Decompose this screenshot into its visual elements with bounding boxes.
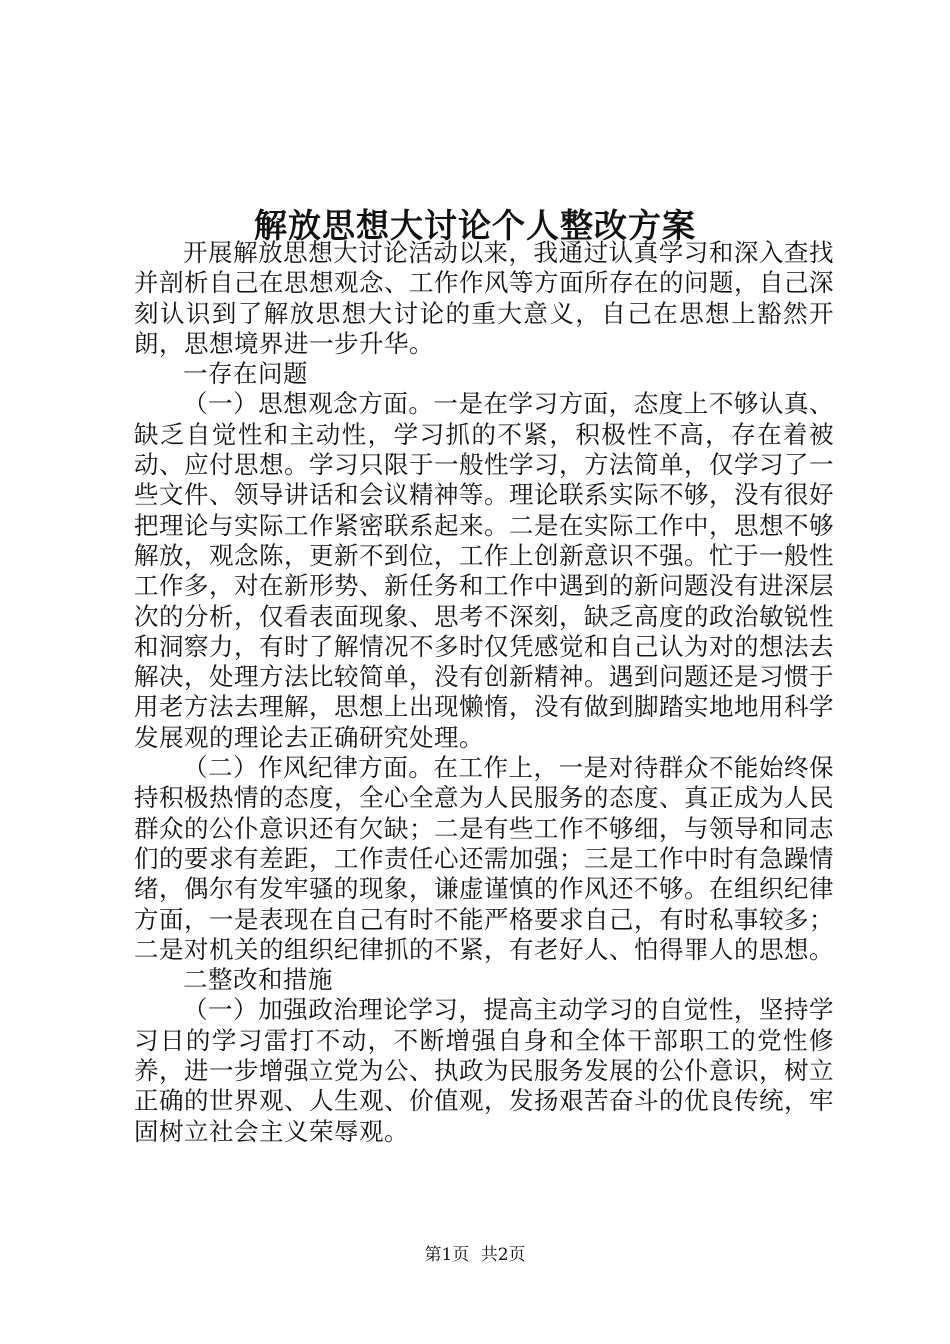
paragraph-political-study: （一）加强政治理论学习，提高主动学习的自觉性，坚持学习日的学习雷打不动，不断增强自身和全体干部职工的党性修养，进一步增强立党为公、执政为民服务发展的公仆意识，树立正确的世界观、人生观、价值观，发扬艰苦奋斗的优良传统，牢固树立社会主义荣辱观。 <box>134 995 834 1146</box>
page-footer <box>0 1244 950 1266</box>
paragraph-work-discipline: （二）作风纪律方面。在工作上，一是对待群众不能始终保持积极热情的态度，全心全意为人民服务的态度、真正成为人民群众的公仆意识还有欠缺；二是有些工作不够细，与领导和同志们的要求有差距，工作责任心还需加强；三是工作中时有急躁情绪，偶尔有发牢骚的现象，谦虚谨慎的作风还不够。在组织纪律方面，一是表现在自己有时不能严格要求自己，有时私事较多；二是对机关的组织纪律抓的不紧，有老好人、怕得罪人的思想。 <box>134 753 834 964</box>
section-heading-problems: 一存在问题 <box>183 359 308 389</box>
paragraph-thinking-concepts: （一）思想观念方面。一是在学习方面，态度上不够认真、缺乏自觉性和主动性，学习抓的不紧，积极性不高，存在着被动、应付思想。学习只限于一般性学习，方法简单，仅学习了一些文件、领导讲话和会议精神等。理论联系实际不够，没有很好把理论与实际工作紧密联系起来。二是在实际工作中，思想不够解放，观念陈，更新不到位，工作上创新意识不强。忙于一般性工作多，对在新形势、新任务和工作中遇到的新问题没有进深层次的分析，仅看表面现象、思考不深刻，缺乏高度的政治敏锐性和洞察力，有时了解情况不多时仅凭感觉和自己认为对的想法去解决，处理方法比较简单，没有创新精神。遇到问题还是习惯于用老方法去理解，思想上出现懒惰，没有做到脚踏实地地用科学发展观的理论去正确研究处理。 <box>134 389 834 752</box>
intro-paragraph: 开展解放思想大讨论活动以来，我通过认真学习和深入查找并剖析自己在思想观念、工作作风等方面所存在的问题，自己深刻认识到了解放思想大讨论的重大意义，自己在思想上豁然开朗，思想境界进一步升华。 <box>134 238 834 358</box>
page-number: 第1页 <box>424 1245 470 1265</box>
page-total: 共2页 <box>480 1245 526 1265</box>
document-title: 解放思想大讨论个人整改方案 <box>254 206 696 246</box>
section-heading-measures: 二整改和措施 <box>183 965 333 995</box>
document-body <box>134 238 834 1147</box>
